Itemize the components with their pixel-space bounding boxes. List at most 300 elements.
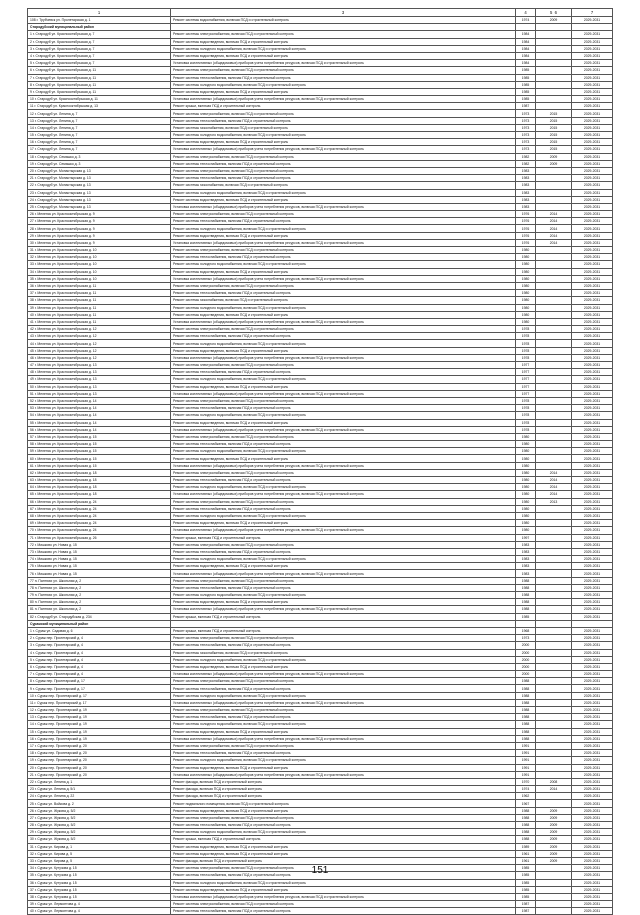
table-row — [28, 247, 613, 254]
table-row — [28, 520, 613, 527]
address-cell: 3 г. Сураж пер. Пролетарский д. 4 — [28, 642, 171, 649]
year-renovated-cell — [536, 548, 572, 555]
header-col-4: 4 — [516, 9, 536, 17]
page-number: 151 — [311, 865, 329, 876]
table-row — [28, 692, 613, 699]
table-row — [28, 577, 613, 584]
table-row — [28, 548, 613, 555]
work-type-cell: Установка коллективных (общедомовых) приборов учета потребления ресурсов, включая ПСД и строительный контроль — [171, 354, 516, 361]
address-cell: 30 г. Сураж ул. Жукова д. 5/2 — [28, 836, 171, 843]
year-renovated-cell: 2014 — [536, 786, 572, 793]
address-cell: 9 г. Сураж пер. Пролетарский д. 17 — [28, 685, 171, 692]
period-cell: 2029-2031 — [572, 541, 613, 548]
period-cell: 2029-2031 — [572, 117, 613, 124]
period-cell: 2029-2031 — [572, 412, 613, 419]
period-cell: 2029-2031 — [572, 584, 613, 591]
period-cell: 2029-2031 — [572, 606, 613, 613]
year-built-cell: 1961 — [516, 850, 536, 857]
year-renovated-cell — [536, 268, 572, 275]
table-row — [28, 807, 613, 814]
address-cell: 22 г. Сураж ул. Ленина д. 1 — [28, 778, 171, 785]
address-cell: 4 г. Стародуб ул. Краснооктябрьская д. 7 — [28, 52, 171, 59]
year-built-cell: 1976 — [516, 218, 536, 225]
address-cell: 28 г. Меленск ул. Краснооктябрьская д. 9 — [28, 225, 171, 232]
address-cell: 19 г. Сураж пер. Пролетарский д. 20 — [28, 757, 171, 764]
table-row — [28, 96, 613, 103]
year-built-cell: 1976 — [516, 239, 536, 246]
year-built-cell: 1988 — [516, 721, 536, 728]
address-cell: Суражский муниципальный район — [28, 620, 171, 627]
address-cell: 31 г. Меленск ул. Краснооктябрьская д. 10 — [28, 247, 171, 254]
year-built-cell: 1973 — [516, 146, 536, 153]
period-cell: 2029-2031 — [572, 714, 613, 721]
period-cell: 2029-2031 — [572, 520, 613, 527]
year-renovated-cell — [536, 412, 572, 419]
year-built-cell: 2000 — [516, 663, 536, 670]
address-cell: 49 г. Меленск ул. Краснооктябрьская д. 13 — [28, 376, 171, 383]
address-cell: 52 г. Меленск ул. Краснооктябрьская д. 14 — [28, 397, 171, 404]
period-cell — [572, 24, 613, 31]
work-type-cell: Ремонт системы водоотведения, включая ПСД и строительный контроль — [171, 728, 516, 735]
period-cell: 2029-2031 — [572, 160, 613, 167]
address-cell: 25 г. Сураж ул. Войкова д. 2 — [28, 800, 171, 807]
year-built-cell: 1977 — [516, 369, 536, 376]
address-cell: 50 г. Меленск ул. Краснооктябрьская д. 13 — [28, 383, 171, 390]
address-cell: 70 г. Меленск ул. Краснооктябрьская д. 24 — [28, 527, 171, 534]
period-cell: 2029-2031 — [572, 505, 613, 512]
table-row — [28, 441, 613, 448]
year-renovated-cell — [536, 556, 572, 563]
year-renovated-cell — [536, 728, 572, 735]
address-cell: 5 г. Стародуб ул. Краснооктябрьская д. 7 — [28, 60, 171, 67]
year-built-cell: 1978 — [516, 412, 536, 419]
address-cell: 34 г. Сураж ул. Кутузова д. 15 — [28, 865, 171, 872]
address-cell: 74 г. Мишково ул. Новая д. 15 — [28, 556, 171, 563]
work-type-cell: Ремонт системы электроснабжения, включая ПСД и строительный контроль — [171, 362, 516, 369]
year-built-cell: 1980 — [516, 462, 536, 469]
header-col-7: 7 — [572, 9, 613, 17]
header-col-6: 6 — [554, 9, 557, 15]
address-cell: 39 г. Меленск ул. Краснооктябрьская д. 11 — [28, 304, 171, 311]
year-renovated-cell — [536, 577, 572, 584]
work-type-cell: Ремонт системы водоотведения, включая ПСД и строительный контроль — [171, 599, 516, 606]
work-type-cell: Ремонт системы электроснабжения, включая ПСД и строительный контроль — [171, 282, 516, 289]
period-cell: 2029-2031 — [572, 822, 613, 829]
address-cell: 19 г. Стародуб ул. Семашко д. 3 — [28, 160, 171, 167]
year-built-cell: 1976 — [516, 232, 536, 239]
work-type-cell: Ремонт системы холодного водоснабжения, включая ПСД и строительный контроль — [171, 340, 516, 347]
table-row — [28, 103, 613, 110]
period-cell: 2029-2031 — [572, 282, 613, 289]
table-row — [28, 908, 613, 915]
table-row — [28, 556, 613, 563]
period-cell — [572, 620, 613, 627]
year-renovated-cell: 2013 — [536, 498, 572, 505]
year-renovated-cell — [536, 81, 572, 88]
year-renovated-cell — [536, 606, 572, 613]
year-renovated-cell — [536, 663, 572, 670]
address-cell: 33 г. Сураж ул. Кирова д. 5 — [28, 857, 171, 864]
work-type-cell: Ремонт системы электроснабжения, включая ПСД и строительный контроль — [171, 326, 516, 333]
address-cell: 34 г. Меленск ул. Краснооктябрьская д. 10 — [28, 268, 171, 275]
work-type-cell: Ремонт системы теплоснабжения, включая ПСД и строительный контроль — [171, 750, 516, 757]
address-cell: 14 г. Сураж пер. Пролетарский д. 19 — [28, 721, 171, 728]
year-renovated-cell — [536, 462, 572, 469]
address-cell: 13 г. Сураж пер. Пролетарский д. 19 — [28, 714, 171, 721]
year-renovated-cell — [536, 52, 572, 59]
address-cell: 11 г. Сураж пер. Пролетарский д. 17 — [28, 699, 171, 706]
period-cell: 2029-2031 — [572, 239, 613, 246]
address-cell: 44 г. Меленск ул. Краснооктябрьская д. 12 — [28, 340, 171, 347]
table-row — [28, 534, 613, 541]
work-type-cell: Ремонт системы холодного водоснабжения, включая ПСД и строительный контроль — [171, 448, 516, 455]
work-type-cell: Ремонт системы теплоснабжения, включая ПСД и строительный контроль — [171, 714, 516, 721]
work-type-cell: Установка коллективных (общедомовых) приборов учета потребления ресурсов, включая ПСД и строительный контроль — [171, 96, 516, 103]
table-row — [28, 81, 613, 88]
year-built-cell: 1991 — [516, 742, 536, 749]
work-type-cell: Ремонт системы холодного водоснабжения, включая ПСД и строительный контроль — [171, 556, 516, 563]
year-built-cell: 1967 — [516, 800, 536, 807]
address-cell: 59 г. Меленск ул. Краснооктябрьская д. 15 — [28, 448, 171, 455]
work-type-cell: Ремонт крыши, включая ПСД и строительный контроль — [171, 836, 516, 843]
address-cell: 2 г. Стародуб ул. Краснооктябрьская д. 7 — [28, 38, 171, 45]
year-renovated-cell — [536, 175, 572, 182]
year-renovated-cell — [536, 757, 572, 764]
address-cell: 108 г. Трубчевск ул. Пролетарская д. 1 — [28, 17, 171, 24]
address-cell: 68 г. Меленск ул. Краснооктябрьская д. 24 — [28, 512, 171, 519]
period-cell: 2029-2031 — [572, 512, 613, 519]
period-cell: 2029-2031 — [572, 203, 613, 210]
address-cell: 65 г. Меленск ул. Краснооктябрьская д. 18 — [28, 491, 171, 498]
year-built-cell: 1980 — [516, 455, 536, 462]
address-cell: 39 г. Сураж ул. Лермонтова д. 4 — [28, 901, 171, 908]
work-type-cell: Установка коллективных (общедомовых) приборов учета потребления ресурсов, включая ПСД и строительный контроль — [171, 735, 516, 742]
work-type-cell: Ремонт системы теплоснабжения, включая ПСД и строительный контроль — [171, 290, 516, 297]
year-built-cell: 1982 — [516, 153, 536, 160]
year-renovated-cell: 2015 — [536, 132, 572, 139]
address-cell: 71 г. Меленск ул. Краснооктябрьская д. 26 — [28, 534, 171, 541]
period-cell: 2029-2031 — [572, 426, 613, 433]
work-type-cell: Ремонт фасада, включая ПСД и строительный контроль — [171, 786, 516, 793]
table-row — [28, 275, 613, 282]
address-cell: 76 г. Мишково ул. Новая д. 15 — [28, 570, 171, 577]
table-row — [28, 642, 613, 649]
period-cell: 2029-2031 — [572, 88, 613, 95]
table-row — [28, 376, 613, 383]
address-cell: 23 г. Стародуб ул. Монастырская д. 13 — [28, 189, 171, 196]
year-built-cell: 1988 — [516, 829, 536, 836]
year-built-cell: 1978 — [516, 326, 536, 333]
period-cell: 2029-2031 — [572, 656, 613, 663]
table-row — [28, 886, 613, 893]
work-type-cell: Ремонт системы электроснабжения, включая ПСД и строительный контроль — [171, 814, 516, 821]
year-built-cell: 2000 — [516, 642, 536, 649]
table-row — [28, 304, 613, 311]
period-cell: 2029-2031 — [572, 721, 613, 728]
year-built-cell: 1988 — [516, 699, 536, 706]
work-type-cell: Ремонт системы холодного водоснабжения, включая ПСД и строительный контроль — [171, 304, 516, 311]
period-cell: 2029-2031 — [572, 340, 613, 347]
table-row — [28, 52, 613, 59]
table-row — [28, 45, 613, 52]
address-cell: 60 г. Меленск ул. Краснооктябрьская д. 15 — [28, 455, 171, 462]
table-row — [28, 405, 613, 412]
address-cell: 26 г. Сураж ул. Жукова д. 5/2 — [28, 807, 171, 814]
year-renovated-cell — [536, 96, 572, 103]
table-row — [28, 613, 613, 620]
year-built-cell — [516, 620, 536, 627]
work-type-cell: Ремонт системы водоснабжения, включая ПСД и строительный контроль — [171, 17, 516, 24]
table-row — [28, 699, 613, 706]
year-built-cell: 1988 — [516, 599, 536, 606]
address-cell: 12 г. Стародуб ул. Ленина д. 7 — [28, 110, 171, 117]
year-renovated-cell: 2009 — [536, 857, 572, 864]
work-type-cell: Ремонт фасада, включая ПСД и строительный контроль — [171, 793, 516, 800]
table-row — [28, 663, 613, 670]
address-cell: 53 г. Меленск ул. Краснооктябрьская д. 14 — [28, 405, 171, 412]
address-cell: 20 г. Стародуб ул. Монастырская д. 13 — [28, 167, 171, 174]
period-cell: 2029-2031 — [572, 613, 613, 620]
year-built-cell: 1980 — [516, 491, 536, 498]
table-row — [28, 433, 613, 440]
period-cell: 2029-2031 — [572, 534, 613, 541]
year-renovated-cell — [536, 441, 572, 448]
table-row — [28, 124, 613, 131]
year-built-cell: 1988 — [516, 707, 536, 714]
work-type-cell: Ремонт системы теплоснабжения, включая ПСД и строительный контроль — [171, 160, 516, 167]
work-type-cell: Установка коллективных (общедомовых) приборов учета потребления ресурсов, включая ПСД и строительный контроль — [171, 570, 516, 577]
work-type-cell: Ремонт системы холодного водоснабжения, включая ПСД и строительный контроль — [171, 692, 516, 699]
address-cell: 7 г. Сураж пер. Пролетарский д. 4 — [28, 671, 171, 678]
address-cell: 55 г. Меленск ул. Краснооктябрьская д. 14 — [28, 419, 171, 426]
year-built-cell: 1985 — [516, 613, 536, 620]
year-built-cell: 1988 — [516, 592, 536, 599]
year-renovated-cell — [536, 311, 572, 318]
year-renovated-cell — [536, 764, 572, 771]
year-renovated-cell — [536, 886, 572, 893]
year-renovated-cell: 2014 — [536, 232, 572, 239]
year-renovated-cell — [536, 67, 572, 74]
table-row — [28, 469, 613, 476]
address-cell: 48 г. Меленск ул. Краснооктябрьская д. 13 — [28, 369, 171, 376]
period-cell: 2029-2031 — [572, 829, 613, 836]
period-cell: 2029-2031 — [572, 146, 613, 153]
year-built-cell: 1980 — [516, 297, 536, 304]
period-cell: 2029-2031 — [572, 103, 613, 110]
period-cell: 2029-2031 — [572, 671, 613, 678]
work-type-cell: Ремонт системы газоснабжения, включая ПСД и строительный контроль — [171, 649, 516, 656]
address-cell: 2 г. Сураж пер. Пролетарский д. 4 — [28, 635, 171, 642]
address-cell: 40 г. Меленск ул. Краснооктябрьская д. 11 — [28, 311, 171, 318]
work-type-cell: Ремонт системы электроснабжения, включая ПСД и строительный контроль — [171, 110, 516, 117]
year-built-cell: 1980 — [516, 275, 536, 282]
address-cell: 6 г. Сураж пер. Пролетарский д. 4 — [28, 663, 171, 670]
table-row — [28, 362, 613, 369]
period-cell: 2029-2031 — [572, 45, 613, 52]
period-cell: 2029-2031 — [572, 448, 613, 455]
year-built-cell: 1984 — [516, 60, 536, 67]
year-renovated-cell — [536, 771, 572, 778]
period-cell: 2029-2031 — [572, 627, 613, 634]
period-cell: 2029-2031 — [572, 419, 613, 426]
table-row — [28, 117, 613, 124]
year-built-cell: 1980 — [516, 247, 536, 254]
year-built-cell — [516, 24, 536, 31]
period-cell: 2029-2031 — [572, 60, 613, 67]
year-renovated-cell — [536, 893, 572, 900]
year-built-cell: 1988 — [516, 577, 536, 584]
table-row — [28, 893, 613, 900]
table-row — [28, 88, 613, 95]
address-cell: 32 г. Сураж ул. Кирова д. 5 — [28, 850, 171, 857]
work-type-cell: Ремонт системы электроснабжения, включая ПСД и строительный контроль — [171, 433, 516, 440]
year-renovated-cell — [536, 318, 572, 325]
work-type-cell: Установка коллективных (общедомовых) приборов учета потребления ресурсов, включая ПСД и строительный контроль — [171, 671, 516, 678]
address-cell: 29 г. Меленск ул. Краснооктябрьская д. 9 — [28, 232, 171, 239]
table-row — [28, 340, 613, 347]
table-row — [28, 584, 613, 591]
work-type-cell: Ремонт системы электроснабжения, включая ПСД и строительный контроль — [171, 577, 516, 584]
year-built-cell: 1997 — [516, 534, 536, 541]
period-cell: 2029-2031 — [572, 857, 613, 864]
table-row — [28, 505, 613, 512]
table-row — [28, 74, 613, 81]
work-type-cell: Ремонт системы холодного водоснабжения, включая ПСД и строительный контроль — [171, 81, 516, 88]
address-cell: 80 п. Пантюхи ул. Школьная д. 2 — [28, 599, 171, 606]
period-cell: 2029-2031 — [572, 182, 613, 189]
work-type-cell: Ремонт системы теплоснабжения, включая ПСД и строительный контроль — [171, 254, 516, 261]
address-cell: 46 г. Меленск ул. Краснооктябрьская д. 12 — [28, 354, 171, 361]
year-built-cell: 1983 — [516, 548, 536, 555]
period-cell: 2029-2031 — [572, 124, 613, 131]
period-cell: 2029-2031 — [572, 383, 613, 390]
year-built-cell: 1983 — [516, 556, 536, 563]
work-type-cell: Ремонт системы водоотведения, включая ПСД и строительный контроль — [171, 843, 516, 850]
year-renovated-cell — [536, 448, 572, 455]
period-cell: 2029-2031 — [572, 901, 613, 908]
address-cell: 28 г. Сураж ул. Жукова д. 5/2 — [28, 822, 171, 829]
address-cell: 22 г. Стародуб ул. Монастырская д. 13 — [28, 182, 171, 189]
year-built-cell: 1980 — [516, 527, 536, 534]
period-cell: 2029-2031 — [572, 735, 613, 742]
address-cell: 38 г. Меленск ул. Краснооктябрьская д. 11 — [28, 297, 171, 304]
table-row — [28, 60, 613, 67]
table-row — [28, 31, 613, 38]
table-row — [28, 462, 613, 469]
table-row — [28, 714, 613, 721]
address-cell: 21 г. Сураж пер. Пролетарский д. 20 — [28, 771, 171, 778]
year-built-cell: 1980 — [516, 520, 536, 527]
address-cell: 15 г. Стародуб ул. Ленина д. 7 — [28, 132, 171, 139]
year-built-cell: 1985 — [516, 893, 536, 900]
address-cell: 18 г. Стародуб ул. Семашко д. 3 — [28, 153, 171, 160]
address-cell: 17 г. Сураж пер. Пролетарский д. 20 — [28, 742, 171, 749]
year-built-cell: 1984 — [516, 38, 536, 45]
year-renovated-cell — [536, 390, 572, 397]
work-type-cell: Ремонт системы теплоснабжения, включая ПСД и строительный контроль — [171, 175, 516, 182]
period-cell: 2029-2031 — [572, 96, 613, 103]
year-built-cell: 1985 — [516, 879, 536, 886]
year-renovated-cell — [536, 620, 572, 627]
year-renovated-cell — [536, 182, 572, 189]
year-built-cell: 1988 — [516, 692, 536, 699]
year-built-cell: 1977 — [516, 383, 536, 390]
work-type-cell: Ремонт системы водоотведения, включая ПСД и строительный контроль — [171, 455, 516, 462]
year-renovated-cell — [536, 685, 572, 692]
table-row — [28, 771, 613, 778]
table-row — [28, 750, 613, 757]
table-row — [28, 627, 613, 634]
table-row — [28, 17, 613, 24]
period-cell: 2029-2031 — [572, 225, 613, 232]
year-renovated-cell — [536, 419, 572, 426]
table-row — [28, 196, 613, 203]
work-type-cell: Ремонт крыши, включая ПСД и строительный контроль — [171, 534, 516, 541]
year-built-cell: 1980 — [516, 261, 536, 268]
work-type-cell: Ремонт системы электроснабжения, включая ПСД и строительный контроль — [171, 67, 516, 74]
year-built-cell: 2000 — [516, 656, 536, 663]
work-type-cell: Ремонт системы холодного водоснабжения, включая ПСД и строительный контроль — [171, 484, 516, 491]
year-renovated-cell: 2009 — [536, 850, 572, 857]
year-built-cell: 1974 — [516, 786, 536, 793]
period-cell: 2029-2031 — [572, 757, 613, 764]
address-cell: 1 г. Стародуб ул. Краснооктябрьская д. 7 — [28, 31, 171, 38]
table-row — [28, 541, 613, 548]
address-cell: 18 г. Сураж пер. Пролетарский д. 20 — [28, 750, 171, 757]
work-type-cell: Ремонт системы водоотведения, включая ПСД и строительный контроль — [171, 563, 516, 570]
year-renovated-cell: 2009 — [536, 807, 572, 814]
address-cell: 9 г. Стародуб ул. Краснооктябрьская д. 11 — [28, 88, 171, 95]
year-renovated-cell: 2014 — [536, 484, 572, 491]
address-cell: 27 г. Сураж ул. Жукова д. 5/2 — [28, 814, 171, 821]
work-type-cell: Ремонт системы электроснабжения, включая ПСД и строительный контроль — [171, 31, 516, 38]
year-renovated-cell: 2014 — [536, 225, 572, 232]
year-built-cell: 1988 — [516, 685, 536, 692]
year-renovated-cell — [536, 74, 572, 81]
year-built-cell: 1980 — [516, 268, 536, 275]
year-built-cell: 1978 — [516, 354, 536, 361]
work-type-cell: Ремонт крыши, включая ПСД и строительный контроль — [171, 613, 516, 620]
year-built-cell: 1985 — [516, 96, 536, 103]
year-built-cell: 1984 — [516, 31, 536, 38]
work-type-cell: Ремонт системы электроснабжения, включая ПСД и строительный контроль — [171, 901, 516, 908]
year-built-cell: 1991 — [516, 771, 536, 778]
address-cell: 35 г. Меленск ул. Краснооктябрьская д. 10 — [28, 275, 171, 282]
work-type-cell: Установка коллективных (общедомовых) приборов учета потребления ресурсов, включая ПСД и строительный контроль — [171, 390, 516, 397]
work-type-cell: Установка коллективных (общедомовых) приборов учета потребления ресурсов, включая ПСД и строительный контроль — [171, 699, 516, 706]
address-cell: 30 г. Меленск ул. Краснооктябрьская д. 9 — [28, 239, 171, 246]
year-renovated-cell — [536, 103, 572, 110]
table-row — [28, 570, 613, 577]
table-row — [28, 146, 613, 153]
table-row — [28, 390, 613, 397]
year-renovated-cell — [536, 635, 572, 642]
work-type-cell: Ремонт системы холодного водоснабжения, включая ПСД и строительный контроль — [171, 189, 516, 196]
table-row — [28, 110, 613, 117]
year-built-cell: 1962 — [516, 793, 536, 800]
address-cell: 82 г. Стародуб ул. Стародубская д. 234 — [28, 613, 171, 620]
year-renovated-cell — [536, 901, 572, 908]
table-row — [28, 778, 613, 785]
period-cell: 2029-2031 — [572, 390, 613, 397]
address-cell: 16 г. Стародуб ул. Ленина д. 7 — [28, 139, 171, 146]
table-row — [28, 800, 613, 807]
year-renovated-cell — [536, 627, 572, 634]
period-cell: 2029-2031 — [572, 484, 613, 491]
year-renovated-cell — [536, 671, 572, 678]
address-cell: 11 г. Стародуб ул. Краснооктябрьская д. 13 — [28, 103, 171, 110]
table-row — [28, 369, 613, 376]
